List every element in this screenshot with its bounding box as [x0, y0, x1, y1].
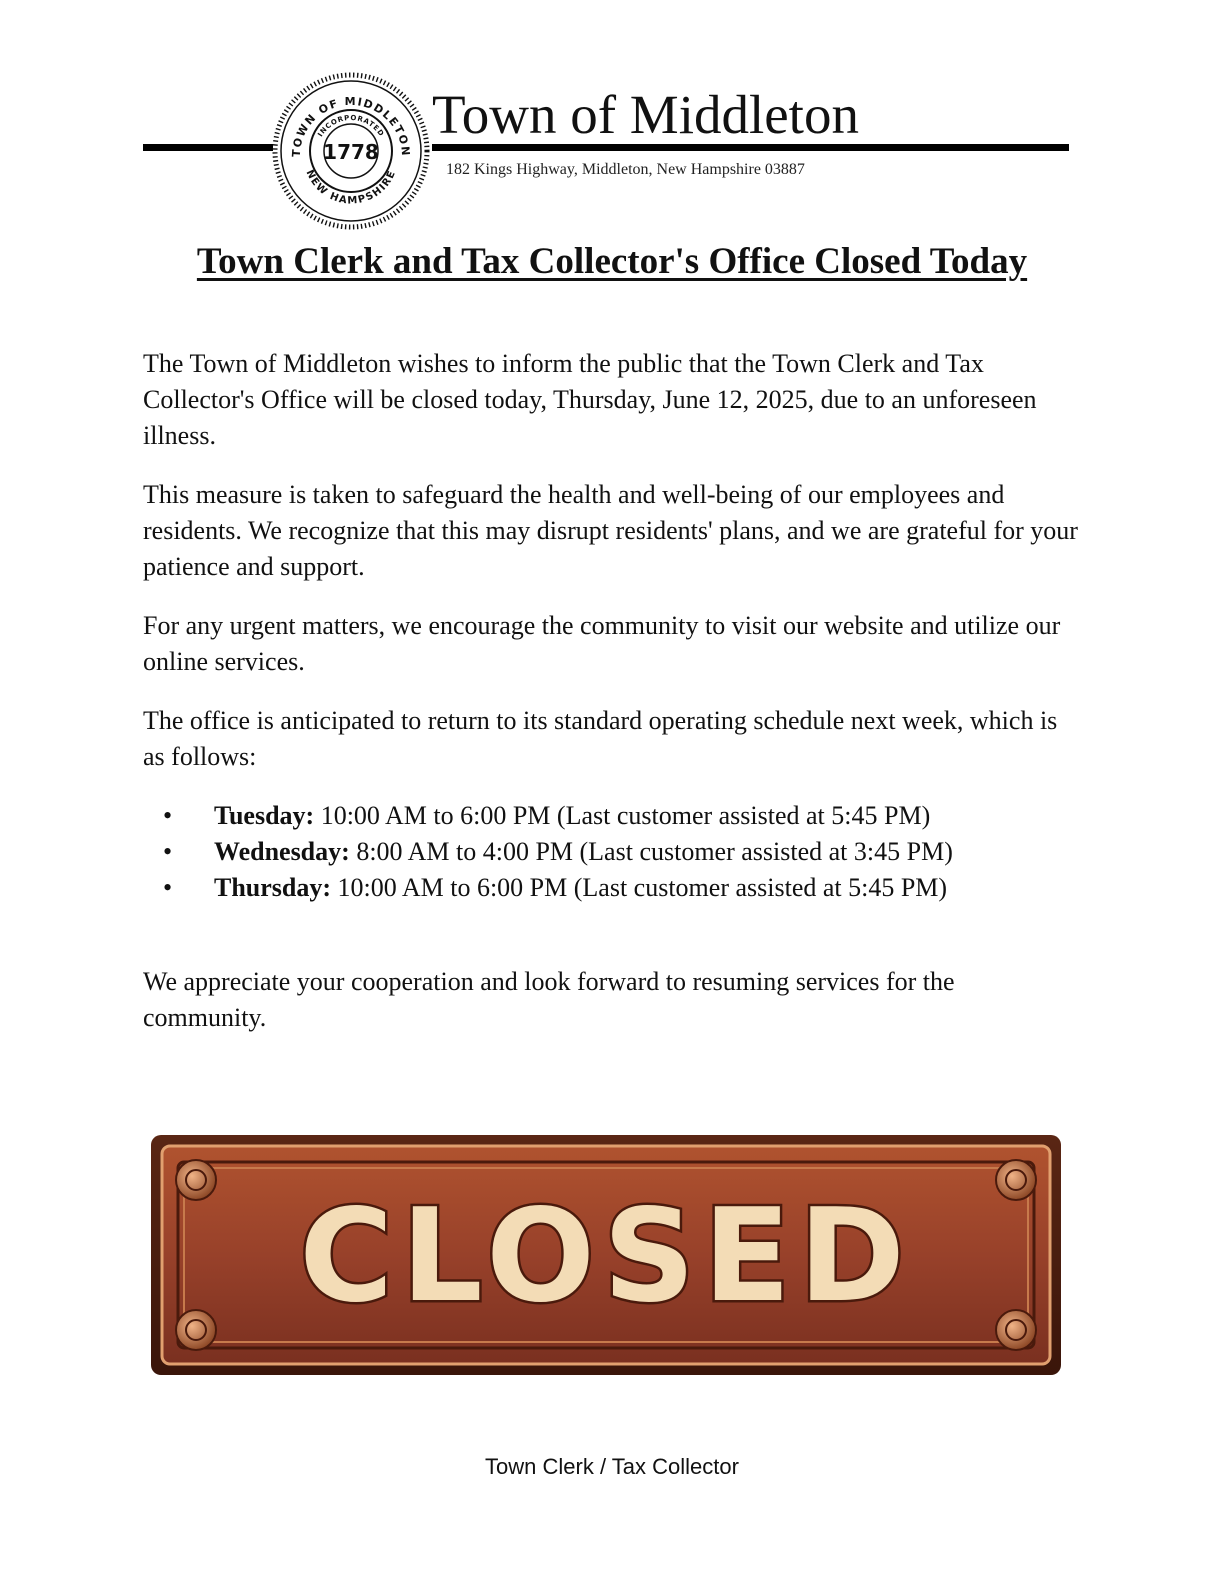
sign-knob-top-left [176, 1160, 216, 1200]
seal-year: 1778 [323, 140, 379, 164]
closed-sign-text: CLOSED [299, 1182, 913, 1331]
schedule-item-tuesday [143, 798, 1093, 834]
schedule-list [143, 798, 1093, 906]
schedule-item-thursday [143, 870, 1093, 906]
notice-paragraph: The office is anticipated to return to its standard operating schedule next week, which is as follows: [143, 706, 1058, 771]
signature: Town Clerk / Tax Collector [485, 1454, 739, 1479]
bullet-icon: • [163, 837, 173, 866]
bullet-icon: • [163, 801, 173, 830]
schedule-item-wednesday [143, 834, 1093, 870]
notice-title: Town Clerk and Tax Collector's Office Closed Today [196, 241, 1028, 282]
notice-paragraph: For any urgent matters, we encourage the community to visit our website and utilize our online services. [143, 611, 1061, 676]
schedule-day: Tuesday: [214, 801, 315, 830]
town-address: 182 Kings Highway, Middleton, New Hampshire 03887 [446, 161, 805, 178]
notice-paragraph: The Town of Middleton wishes to inform the public that the Town Clerk and Tax Collector's Office will be closed today, Thursday, June 12, 2025, due to an unforeseen illness. [143, 349, 1037, 450]
sign-knob-top-right [996, 1160, 1036, 1200]
sign-knob-bottom-left [176, 1310, 216, 1350]
closing-paragraph: We appreciate your cooperation and look forward to resuming services for the community. [143, 967, 955, 1032]
town-seal-logo [270, 70, 432, 232]
bullet-icon: • [163, 873, 173, 902]
town-name: Town of Middleton [432, 84, 859, 145]
notice-paragraph: This measure is taken to safeguard the health and well-being of our employees and residents. We recognize that this may disrupt residents' plans, and we are grateful for your patience and support. [143, 480, 1078, 581]
schedule-hours: 10:00 AM to 6:00 PM (Last customer assisted at 5:45 PM) [331, 873, 948, 902]
svg-text:INCORPORATED: INCORPORATED [316, 113, 386, 139]
schedule-day: Thursday: [214, 873, 332, 902]
schedule-day: Wednesday: [214, 837, 350, 866]
schedule-hours: 8:00 AM to 4:00 PM (Last customer assisted at 3:45 PM) [349, 837, 953, 866]
letterhead-rule-left [143, 144, 273, 151]
svg-text:TOWN OF MIDDLETON: TOWN OF MIDDLETON [289, 94, 413, 158]
schedule-hours: 10:00 AM to 6:00 PM (Last customer assisted at 5:45 PM) [314, 801, 931, 830]
sign-knob-bottom-right [996, 1310, 1036, 1350]
closed-sign-image [148, 1130, 1064, 1380]
svg-text:NEW HAMPSHIRE: NEW HAMPSHIRE [303, 168, 399, 207]
